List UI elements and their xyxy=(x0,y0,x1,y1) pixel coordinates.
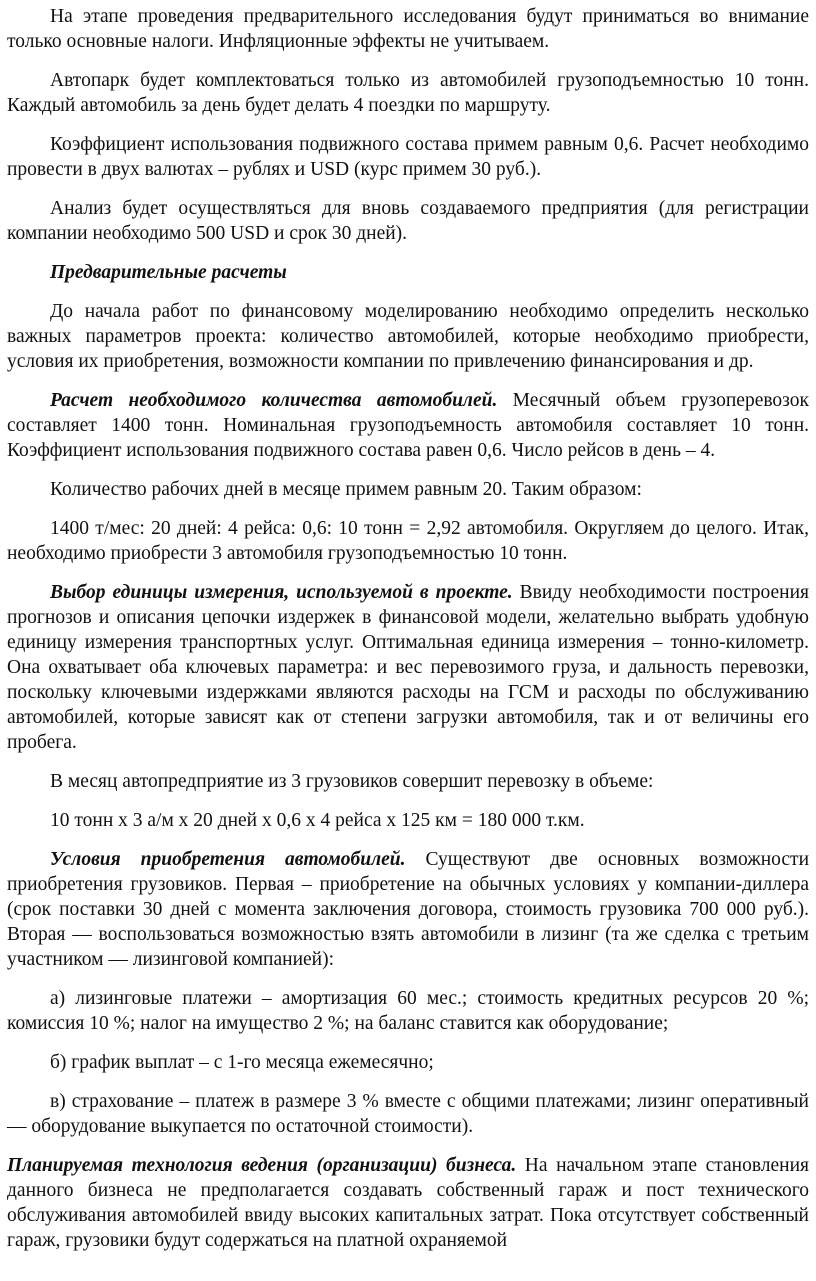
list-item-leasing-payments xyxy=(7,986,809,1036)
paragraph-vehicle-count xyxy=(7,388,809,463)
paragraph-text: На начальном этапе становления данного бизнеса не предполагается создавать собственный гараж и пост технического обслуживания автомобилей ввиду высоких капитальных затрат. Пока отсутствует собственный гараж, грузовики будут содержаться на платной охраняемой xyxy=(7,1155,810,1251)
list-item-payment-schedule xyxy=(7,1050,809,1075)
list-item-text: в) страхование – платеж в размере 3 % вместе с общими платежами; лизинг оперативный — оборудование выкупается по остаточной стоимости). xyxy=(7,1091,809,1137)
paragraph-acquisition xyxy=(7,847,809,972)
paragraph-text: До начала работ по финансовому моделированию необходимо определить несколько важных параметров проекта: количество автомобилей, которые необходимо приобрести, условия их приобретения, возможности компании по привлечению финансирования и др. xyxy=(7,301,809,372)
section-heading-preliminary xyxy=(7,260,809,285)
paragraph-calculation xyxy=(7,516,809,566)
paragraph-modeling xyxy=(7,299,809,374)
list-item-insurance xyxy=(7,1089,809,1139)
paragraph-text: Месячный объем грузоперевозок составляет 1400 тонн. Номинальная грузоподъемность автомобиля составляет 10 тонн. Коэффициент использования подвижного состава равен 0,6. Число рейсов в день – 4. xyxy=(7,390,809,461)
paragraph-business-technology xyxy=(7,1153,809,1253)
paragraph-working-days xyxy=(7,477,809,502)
paragraph-text: На этапе проведения предварительного исследования будут приниматься во внимание только основные налоги. Инфляционные эффекты не учитываем. xyxy=(7,6,809,52)
paragraph-text: 1400 т/мес: 20 дней: 4 рейса: 0,6: 10 тонн = 2,92 автомобиля. Округляем до целого. Итак, необходимо приобрести 3 автомобиля грузоподъемностью 10 тонн. xyxy=(7,518,809,564)
paragraph-text: Коэффициент использования подвижного состава примем равным 0,6. Расчет необходимо провести в двух валютах – рублях и USD (курс примем 30 руб.). xyxy=(7,134,809,180)
paragraph-volume-formula xyxy=(7,808,809,833)
list-item-text: а) лизинговые платежи – амортизация 60 мес.; стоимость кредитных ресурсов 20 %; комиссия 10 %; налог на имущество 2 %; на баланс ставится как оборудование; xyxy=(7,988,809,1034)
paragraph-text: Существуют две основных возможности приобретения грузовиков. Первая – приобретение на обычных условиях у компании-диллера (срок поставки 30 дней с момента заключения договора, стоимость грузовика 700 000 руб.). Вторая — воспользоваться возможностью взять автомобили в лизинг (та же сделка с третьим участником — лизинговой компанией): xyxy=(7,849,809,970)
paragraph-lead: Расчет необходимого количества автомобилей. xyxy=(50,390,498,411)
section-heading: Предварительные расчеты xyxy=(50,262,287,283)
paragraph-fleet xyxy=(7,68,809,118)
paragraph-text: 10 тонн х 3 а/м х 20 дней х 0,6 х 4 рейса х 125 км = 180 000 т.км. xyxy=(50,810,585,831)
paragraph-unit-choice xyxy=(7,580,809,755)
paragraph-text: Анализ будет осуществляться для вновь создаваемого предприятия (для регистрации компании необходимо 500 USD и срок 30 дней). xyxy=(7,198,809,244)
paragraph-taxes xyxy=(7,4,809,54)
paragraph-lead: Выбор единицы измерения, используемой в проекте. xyxy=(50,582,513,603)
paragraph-text: Количество рабочих дней в месяце примем равным 20. Таким образом: xyxy=(50,479,642,500)
list-item-text: б) график выплат – с 1-го месяца ежемесячно; xyxy=(50,1052,434,1073)
paragraph-text: Ввиду необходимости построения прогнозов и описания цепочки издержек в финансовой модели, желательно выбрать удобную единицу измерения транспортных услуг. Оптимальная единица измерения – тонно-километр. Она охватывает оба ключевых параметра: и вес перевозимого груза, и дальность перевозки, поскольку ключевыми издержками являются расходы на ГСМ и расходы по обслуживанию автомобилей, которые зависят как от степени загрузки автомобиля, так и от величины его пробега. xyxy=(7,582,810,753)
paragraph-monthly-volume xyxy=(7,769,809,794)
paragraph-lead: Условия приобретения автомобилей. xyxy=(50,849,406,870)
paragraph-analysis xyxy=(7,196,809,246)
paragraph-lead: Планируемая технология ведения (организации) бизнеса. xyxy=(7,1155,517,1176)
paragraph-text: Автопарк будет комплектоваться только из автомобилей грузоподъемностью 10 тонн. Каждый автомобиль за день будет делать 4 поездки по маршруту. xyxy=(7,70,809,116)
paragraph-text: В месяц автопредприятие из 3 грузовиков совершит перевозку в объеме: xyxy=(50,771,654,792)
paragraph-coefficient xyxy=(7,132,809,182)
